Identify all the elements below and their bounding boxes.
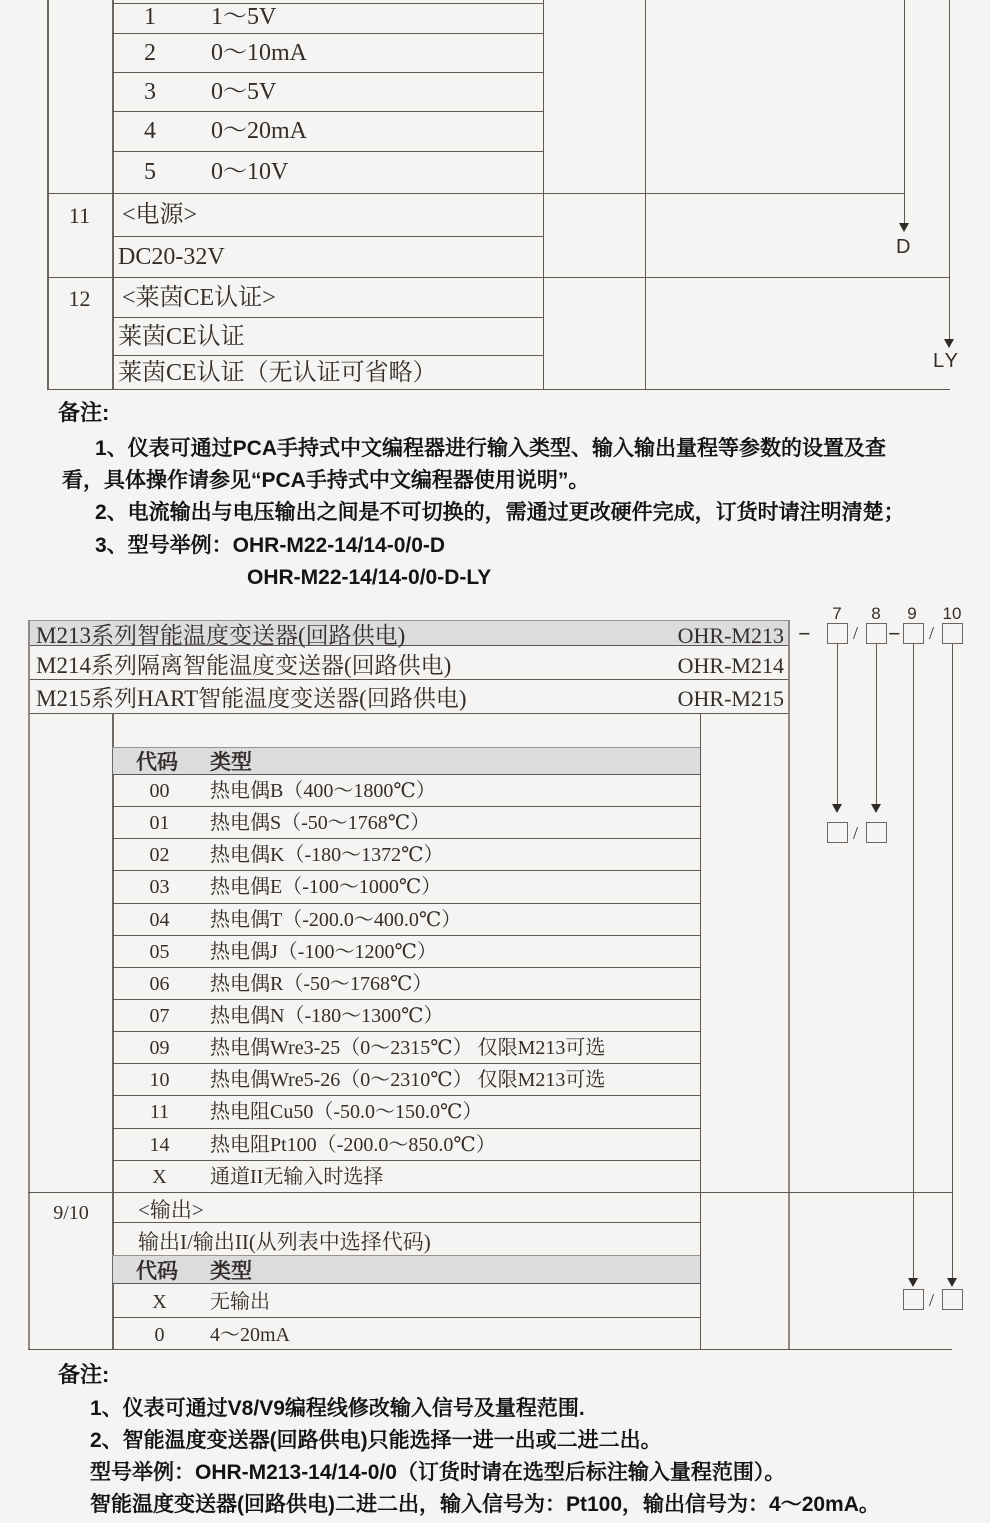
digit-label: 10 (942, 604, 962, 623)
leader-line (876, 644, 877, 804)
col-header-type: 类型 (210, 1259, 252, 1283)
input-type: 热电偶R（-50～1768℃） (210, 973, 433, 995)
note-line: 型号举例：OHR-M213-14/14-0/0（订货时请在选型后标注输入量程范围）。 (90, 1461, 786, 1484)
input-code: 03 (149, 876, 170, 898)
output-title: <输出> (138, 1198, 204, 1222)
table-line (543, 0, 544, 389)
table-line (28, 1349, 952, 1350)
slash-separator: / (929, 1290, 935, 1310)
notes-title: 备注: (58, 1362, 110, 1387)
code-box (866, 822, 887, 843)
series-name: M215系列HART智能温度变送器(回路供电) (36, 686, 467, 711)
code-box (827, 822, 848, 843)
arrow-down-icon (871, 804, 881, 813)
col-header-code: 代码 (136, 1259, 178, 1283)
table-line (112, 838, 700, 839)
input-code: X (152, 1166, 167, 1188)
table-line (112, 72, 543, 73)
arrow-down-icon (944, 339, 954, 348)
table-line (112, 870, 700, 871)
col-header-code: 代码 (136, 750, 178, 774)
arrow-down-icon (899, 223, 909, 232)
row-number: 12 (68, 286, 91, 311)
slash-separator: / (929, 623, 935, 643)
dash-separator: − (798, 621, 811, 646)
input-code: 10 (149, 1069, 170, 1091)
note-line: 2、电流输出与电压输出之间是不可切换的，需通过更改硬件完成，订货时请注明清楚； (95, 501, 905, 524)
code-box (942, 623, 963, 644)
note-line: 3、型号举例：OHR-M22-14/14-0/0-D (95, 534, 446, 557)
slash-separator: / (853, 823, 859, 843)
leader-line (952, 644, 953, 1278)
range-label: 0～20mA (211, 118, 307, 144)
output-code: 0 (154, 1324, 165, 1346)
leader-line-d (904, 0, 905, 223)
power-title: <电源> (122, 202, 198, 228)
note-line: 2、智能温度变送器(回路供电)只能选择一进一出或二进二出。 (90, 1429, 662, 1452)
table-line (788, 620, 790, 1350)
table-line (112, 774, 700, 775)
range-code: 3 (144, 79, 156, 105)
leader-line (837, 644, 838, 804)
table-line (112, 1255, 700, 1256)
range-label: 0～5V (211, 79, 277, 105)
table-line (645, 0, 646, 389)
table-line (112, 1095, 700, 1096)
series-model: OHR-M215 (677, 686, 784, 711)
series-model: OHR-M213 (677, 623, 784, 648)
input-code: 07 (149, 1005, 170, 1027)
range-label: 0～10mA (211, 40, 307, 66)
code-label-d: D (896, 236, 911, 258)
input-type: 热电偶K（-180～1372℃） (210, 844, 444, 866)
table-line (112, 111, 543, 112)
input-type: 热电偶E（-100～1000℃） (210, 876, 442, 898)
table-line (700, 713, 701, 1349)
table-line (112, 1317, 700, 1318)
table-line (112, 1031, 700, 1032)
table-line (112, 1283, 700, 1284)
table-line (112, 1128, 700, 1129)
code-box (866, 623, 887, 644)
notes-title: 备注: (58, 400, 110, 425)
input-code: 04 (149, 909, 170, 931)
series-model: OHR-M214 (677, 653, 784, 678)
table-line (28, 713, 790, 714)
row-number: 9/10 (53, 1202, 89, 1224)
code-box (903, 623, 924, 644)
note-line: 1、仪表可通过V8/V9编程线修改输入信号及量程范围. (90, 1397, 585, 1420)
series-name: M213系列智能温度变送器(回路供电) (36, 623, 406, 648)
output-type: 无输出 (210, 1291, 270, 1313)
header-band (113, 1256, 700, 1283)
input-type: 热电阻Cu50（-50.0～150.0℃） (210, 1101, 483, 1123)
output-type: 4～20mA (210, 1324, 290, 1346)
slash-separator: / (853, 623, 859, 643)
table-line (112, 999, 700, 1000)
input-code: 11 (149, 1101, 170, 1123)
arrow-down-icon (832, 804, 842, 813)
input-type: 热电偶Wre5-26（0～2310℃） 仅限M213可选 (210, 1069, 606, 1091)
ce-option: 莱茵CE认证（无认证可省略） (118, 360, 437, 386)
table-line (112, 33, 543, 34)
table-line (112, 1222, 700, 1223)
input-code: 01 (149, 812, 170, 834)
code-box (903, 1289, 924, 1310)
note-line: 智能温度变送器(回路供电)二进二出，输入信号为：Pt100，输出信号为：4～20mA。 (90, 1493, 880, 1516)
arrow-down-icon (908, 1278, 918, 1287)
digit-label: 8 (871, 604, 881, 623)
row-number: 11 (68, 203, 91, 228)
ce-option: 莱茵CE认证 (118, 324, 245, 350)
table-line (47, 389, 950, 390)
leader-line (913, 644, 914, 1278)
range-label: 0～10V (211, 159, 289, 185)
note-line: 看，具体操作请参见“PCA手持式中文编程器使用说明”。 (62, 469, 590, 492)
table-line (47, 277, 950, 278)
input-type: 热电偶T（-200.0～400.0℃） (210, 909, 462, 931)
input-code: 00 (149, 780, 170, 802)
series-name: M214系列隔离智能温度变送器(回路供电) (36, 653, 452, 678)
input-code: 02 (149, 844, 170, 866)
output-subtitle: 输出I/输出II(从列表中选择代码) (138, 1230, 431, 1254)
power-value: DC20-32V (118, 244, 225, 270)
table-line (112, 806, 700, 807)
range-label: 1～5V (211, 4, 277, 30)
input-code: 14 (149, 1134, 170, 1156)
input-type: 热电阻Pt100（-200.0～850.0℃） (210, 1134, 496, 1156)
range-code: 4 (144, 118, 156, 144)
input-type: 热电偶Wre3-25（0～2315℃） 仅限M213可选 (210, 1037, 606, 1059)
note-line: 1、仪表可通过PCA手持式中文编程器进行输入类型、输入输出量程等参数的设置及查 (95, 437, 887, 460)
table-line (28, 620, 30, 1350)
table-line (112, 1160, 700, 1161)
table-line (112, 747, 700, 748)
table-line (112, 317, 543, 318)
ce-title: <莱茵CE认证> (122, 285, 276, 311)
input-type: 热电偶N（-180～1300℃） (210, 1005, 444, 1027)
leader-line-ly (949, 0, 950, 339)
range-code: 1 (144, 4, 156, 30)
code-box (942, 1289, 963, 1310)
range-code: 2 (144, 40, 156, 66)
code-label-ly: LY (933, 350, 960, 372)
table-line (112, 1063, 700, 1064)
header-band (113, 747, 700, 774)
table-line (28, 1192, 952, 1193)
output-code: X (152, 1291, 167, 1313)
digit-label: 9 (907, 604, 917, 623)
digit-label: 7 (832, 604, 842, 623)
table-line (28, 620, 790, 621)
input-code: 05 (149, 941, 170, 963)
col-header-type: 类型 (210, 750, 252, 774)
range-code: 5 (144, 159, 156, 185)
table-line (112, 967, 700, 968)
table-line (47, 193, 905, 194)
code-box (827, 623, 848, 644)
note-line: OHR-M22-14/14-0/0-D-LY (247, 566, 492, 589)
input-type: 热电偶B（400～1800℃） (210, 780, 436, 802)
arrow-down-icon (947, 1278, 957, 1287)
table-line (112, 355, 543, 356)
input-type: 热电偶J（-100～1200℃） (210, 941, 437, 963)
dash-separator: − (888, 621, 901, 646)
table-line (112, 935, 700, 936)
input-code: 06 (149, 973, 170, 995)
table-line (112, 151, 543, 152)
table-line (112, 903, 700, 904)
input-type: 通道II无输入时选择 (210, 1166, 384, 1188)
input-type: 热电偶S（-50～1768℃） (210, 812, 431, 834)
table-line (47, 0, 49, 389)
table-line (112, 236, 543, 237)
input-code: 09 (149, 1037, 170, 1059)
